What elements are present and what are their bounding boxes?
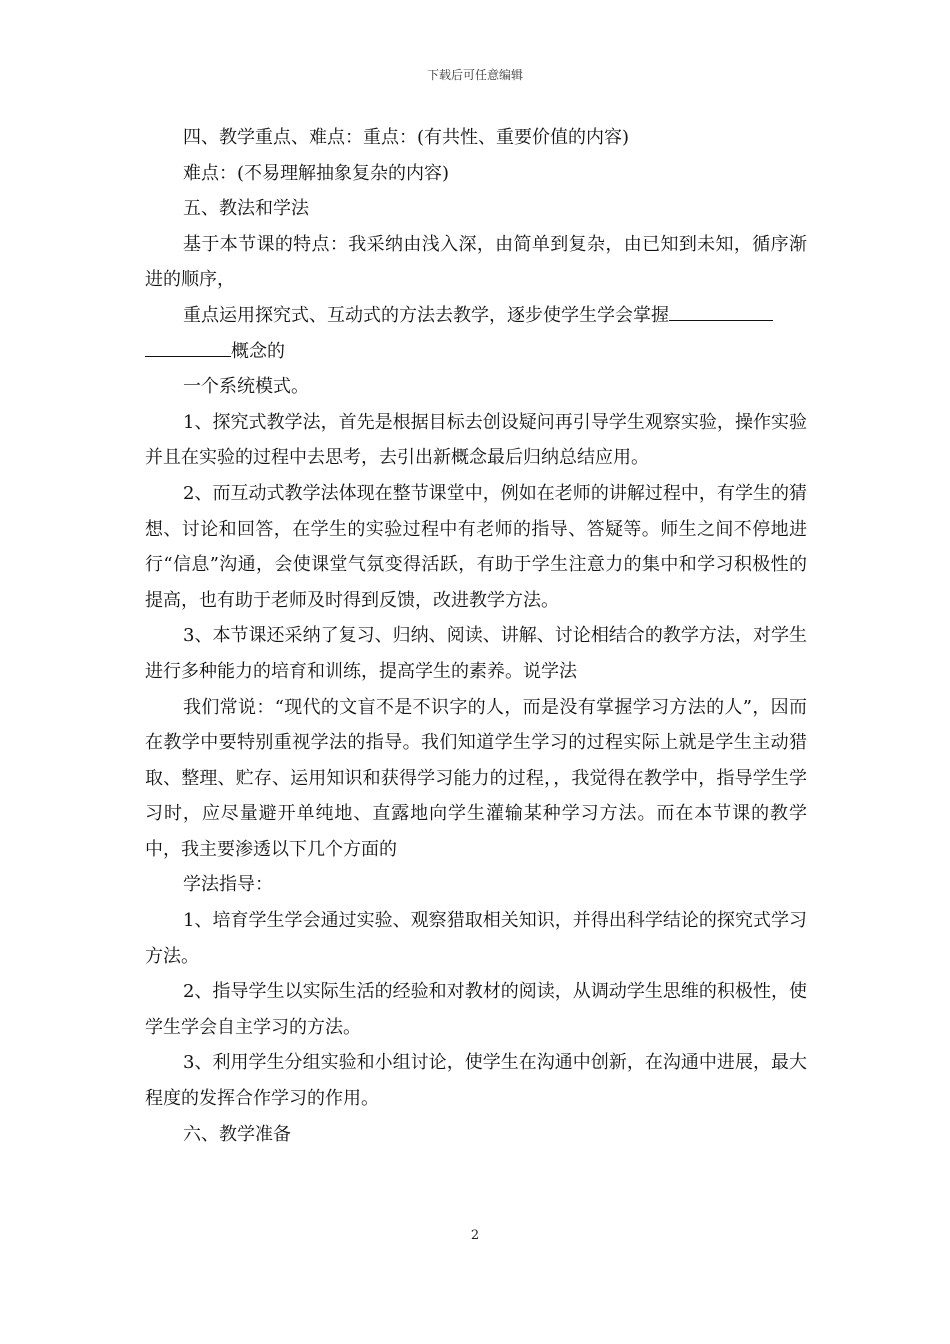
paragraph-text: 概念的 <box>231 340 285 362</box>
paragraph: 3、本节课还采纳了复习、归纳、阅读、讲解、讨论相结合的教学方法，对学生进行多种能力的培育和训练，提高学生的素养。说学法 <box>145 625 807 682</box>
paragraph: 四、教学重点、难点：重点：(有共性、重要价值的内容) <box>183 127 630 148</box>
page-number: 2 <box>470 1228 480 1243</box>
paragraph: 2、而互动式教学法体现在整节课堂中，例如在老师的讲解过程中，有学生的猜想、讨论和回答，在学生的实验过程中有老师的指导、答疑等。师生之间不停地进行“信息”沟通，会使课堂气氛变得活跃，有助于学生注意力的集中和学习积极性的提高，也有助于老师及时得到反馈，改进教学方法。 <box>145 482 807 611</box>
paragraph: 六、教学准备 <box>183 1123 291 1145</box>
fill-in-blank <box>669 300 773 321</box>
paragraph: 五、教法和学法 <box>183 198 309 220</box>
paragraph: 基于本节课的特点：我采纳由浅入深，由简单到复杂，由已知到未知，循序渐进的顺序， <box>145 233 807 291</box>
paragraph: 3、利用学生分组实验和小组讨论，使学生在沟通中创新，在沟通中进展，最大程度的发挥合作学习的作用。 <box>145 1052 807 1110</box>
document-body <box>145 120 807 1152</box>
paragraph-with-blank <box>145 298 807 334</box>
paragraph: 学法指导： <box>183 874 273 896</box>
paragraph: 我们常说：“现代的文盲不是不识字的人，而是没有掌握学习方法的人”，因而在教学中要特别重视学法的指导。我们知道学生学习的过程实际上就是学生主动猎取、整理、贮存、运用知识和获得学习能力的过程，，我觉得在教学中，指导学生学习时，应尽量避开单纯地、直露地向学生灌输某种学习方法。而在本节课的教学中，我主要渗透以下几个方面的 <box>145 696 807 860</box>
fill-in-blank <box>145 336 231 357</box>
paragraph: 一个系统模式。 <box>183 376 309 398</box>
paragraph: 2、指导学生以实际生活的经验和对教材的阅读，从调动学生思维的积极性，使学生学会自主学习的方法。 <box>145 981 807 1038</box>
paragraph: 难点：(不易理解抽象复杂的内容) <box>183 162 450 184</box>
paragraph: 1、培育学生学会通过实验、观察猎取相关知识，并得出科学结论的探究式学习方法。 <box>145 910 807 967</box>
paragraph-with-blank <box>145 334 807 370</box>
paragraph: 1、探究式教学法，首先是根据目标去创设疑问再引导学生观察实验，操作实验并且在实验的过程中去思考，去引出新概念最后归纳总结应用。 <box>145 411 807 469</box>
paragraph-text: 重点运用探究式、互动式的方法去教学，逐步使学生学会掌握 <box>183 304 669 326</box>
page-header: 下载后可任意编辑 <box>426 68 523 82</box>
